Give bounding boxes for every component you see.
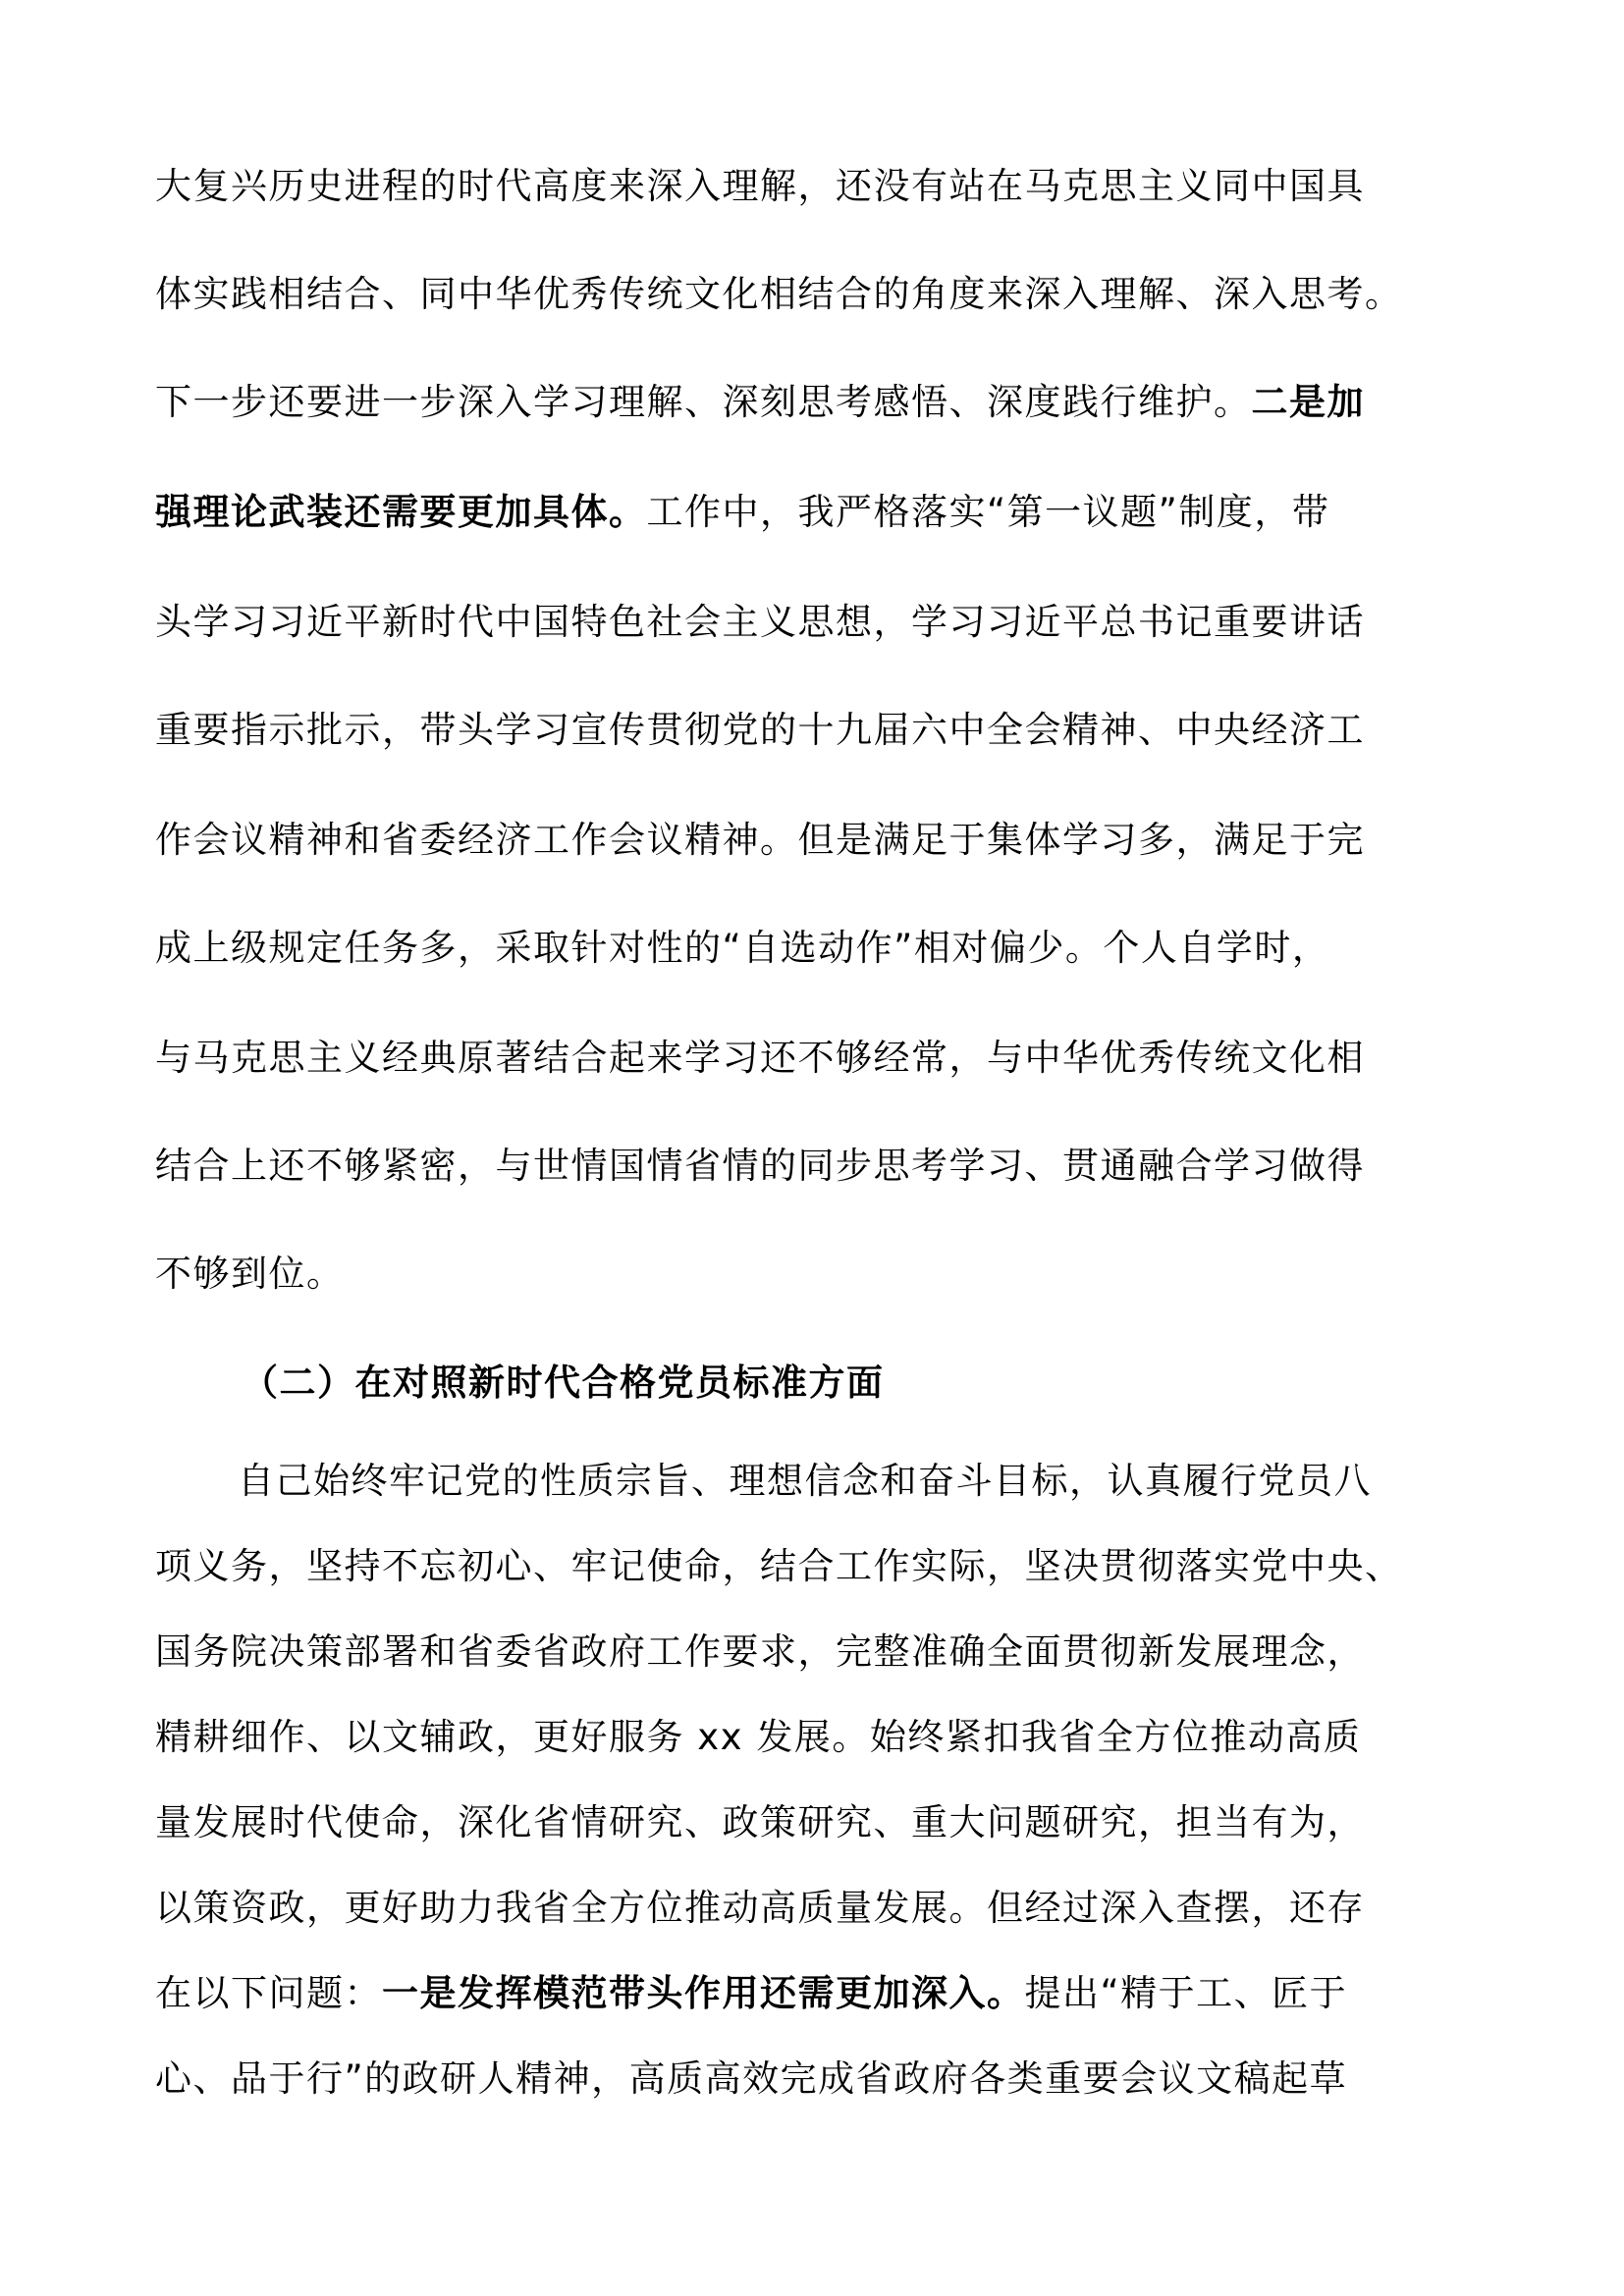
- text-segment: 心、品于行”的政研人精神，高质高效完成省政府各类重要会议文稿起草: [155, 2057, 1348, 2100]
- text-line: [155, 709, 1365, 752]
- text-line: [155, 2057, 1347, 2101]
- section-2-heading: （二）在对照新时代合格党员标准方面: [242, 1362, 885, 1404]
- text-segment: 提出“精于工、匠于: [1024, 1972, 1348, 2014]
- text-segment: 大复兴历史进程的时代高度来深入理解，还没有站在马克思主义同中国具: [155, 165, 1365, 207]
- text-line: [155, 1716, 1361, 1759]
- text-segment: 以策资政，更好助力我省全方位推动高质量发展。但经过深入查摆，还存: [155, 1887, 1365, 1929]
- text-line: [238, 1460, 1372, 1503]
- text-line: [155, 1801, 1365, 1844]
- text-segment: 与马克思主义经典原著结合起来学习还不够经常，与中华优秀传统文化相: [155, 1037, 1365, 1079]
- text-line: [155, 491, 1329, 534]
- bold-text-segment: 一是发挥模范带头作用还需更加深入。: [382, 1972, 1025, 2014]
- text-segment: 成上级规定任务多，采取针对性的“自选动作”相对偏少。个人自学时，: [155, 927, 1330, 969]
- text-segment: 结合上还不够紧密，与世情国情省情的同步思考学习、贯通融合学习做得: [155, 1145, 1365, 1187]
- text-line: [155, 1887, 1365, 1930]
- text-line: [155, 381, 1365, 424]
- text-line: [155, 601, 1365, 644]
- text-line: [155, 1037, 1365, 1080]
- bold-text-segment: 强理论武装还需要更加具体。: [155, 491, 647, 533]
- text-segment: 项义务，坚持不忘初心、牢记使命，结合工作实际，坚决贯彻落实党中央、: [155, 1545, 1403, 1587]
- text-segment: 作会议精神和省委经济工作会议精神。但是满足于集体学习多，满足于完: [155, 819, 1365, 861]
- text-line: [155, 819, 1365, 862]
- text-segment: 不够到位。: [155, 1253, 345, 1295]
- text-line: [155, 1145, 1365, 1188]
- bold-text-segment: 二是加: [1251, 381, 1365, 423]
- text-segment: 工作中，我严格落实“第一议题”制度，带: [646, 491, 1330, 533]
- text-line: [155, 1630, 1365, 1674]
- text-segment: 自己始终牢记党的性质宗旨、理想信念和奋斗目标，认真履行党员八: [238, 1460, 1372, 1502]
- text-line: [155, 927, 1329, 970]
- text-segment: 下一步还要进一步深入学习理解、深刻思考感悟、深度践行维护。: [155, 381, 1252, 423]
- text-segment: 体实践相结合、同中华优秀传统文化相结合的角度来深入理解、深入思考。: [155, 273, 1403, 315]
- text-line: [155, 1545, 1403, 1588]
- text-segment: 国务院决策部署和省委省政府工作要求，完整准确全面贯彻新发展理念，: [155, 1630, 1365, 1673]
- text-line: [155, 1253, 345, 1296]
- text-line: [155, 273, 1403, 316]
- text-segment: 头学习习近平新时代中国特色社会主义思想，学习习近平总书记重要讲话: [155, 601, 1365, 643]
- text-segment: 重要指示批示，带头学习宣传贯彻党的十九届六中全会精神、中央经济工: [155, 709, 1365, 751]
- text-segment: 精耕细作、以文辅政，更好服务 xx 发展。始终紧扣我省全方位推动高质: [155, 1716, 1362, 1758]
- text-line: [155, 1972, 1347, 2015]
- text-line: [155, 165, 1365, 208]
- text-segment: 在以下问题：: [155, 1972, 382, 2014]
- text-segment: 量发展时代使命，深化省情研究、政策研究、重大问题研究，担当有为，: [155, 1801, 1365, 1843]
